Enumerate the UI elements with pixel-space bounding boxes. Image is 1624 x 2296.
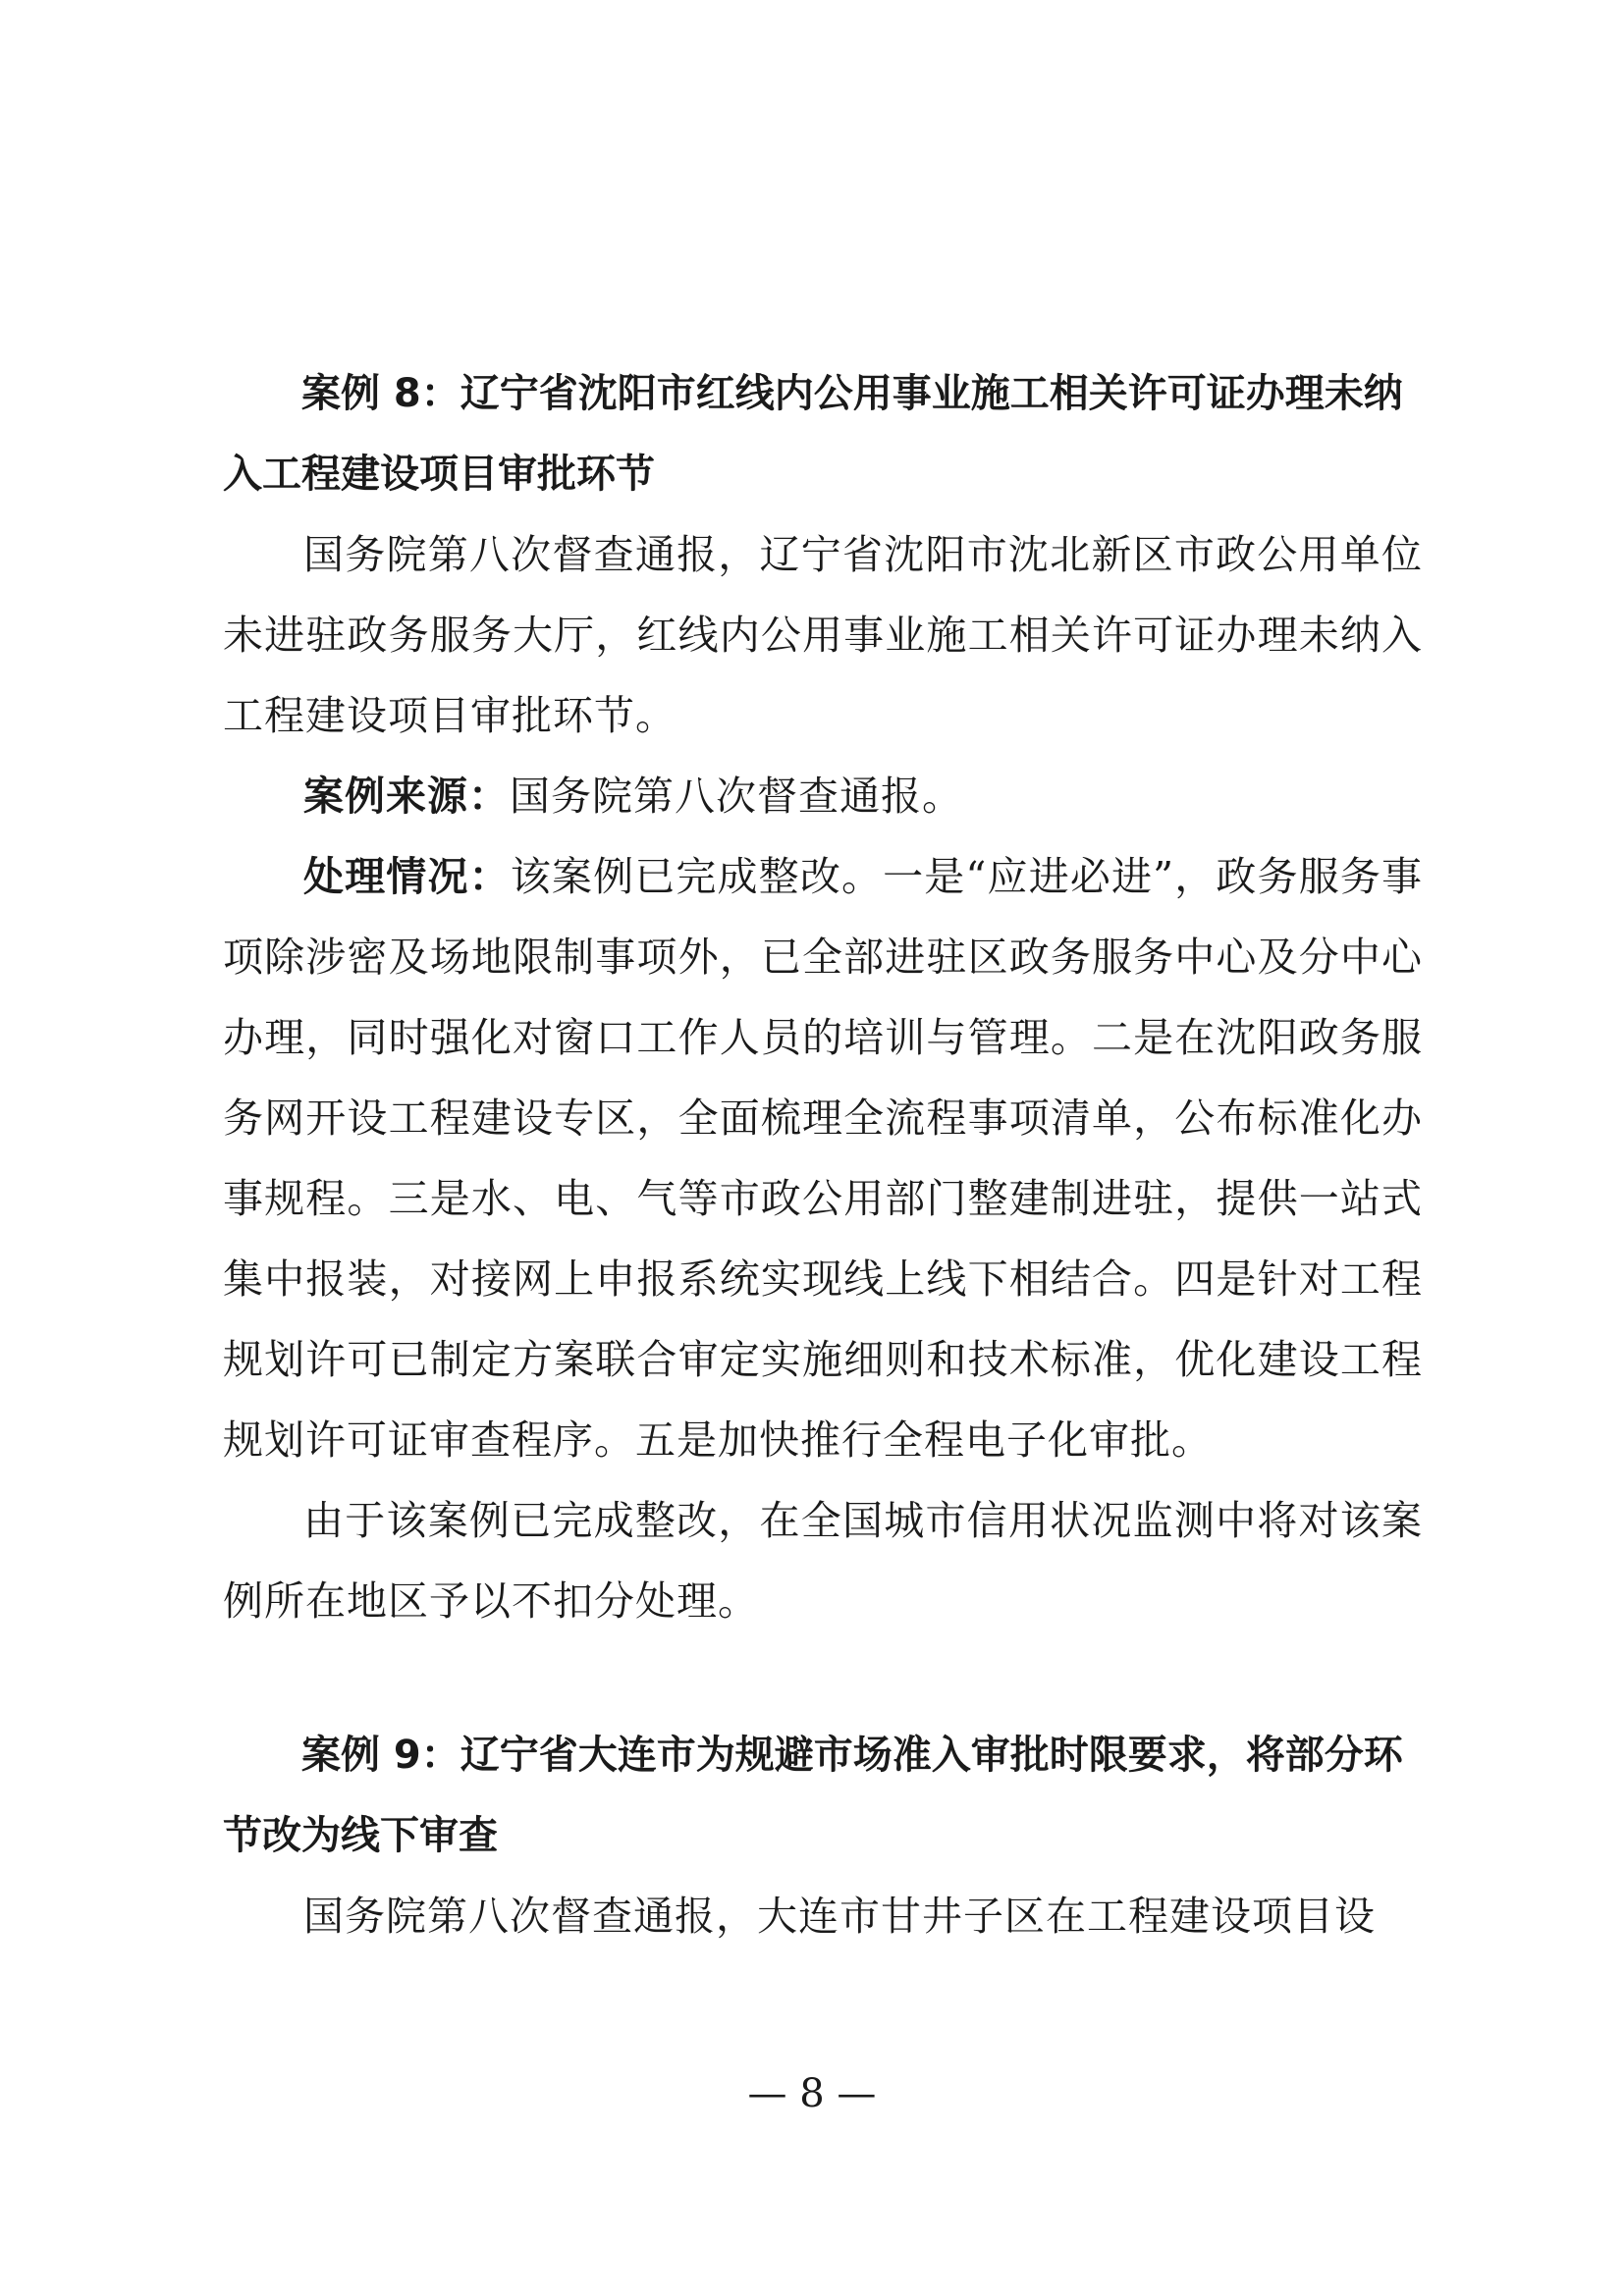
case-8-source-label: 案例来源： [303,773,510,820]
case-8-handling-label: 处理情况： [303,853,511,900]
case-8-conclusion: 由于该案例已完成整改，在全国城市信用状况监测中将对该案例所在地区予以不扣分处理。 [223,1497,1423,1625]
case-8-handling [223,836,1423,1480]
document-body [223,353,1423,1956]
case-8-heading: 案例 8：辽宁省沈阳市红线内公用事业施工相关许可证办理未纳入工程建设项目审批环节 [223,371,1403,497]
case-9-body: 国务院第八次督查通报，大连市甘井子区在工程建设项目设 [303,1893,1376,1940]
case-8-source [223,756,1423,836]
case-8-handling-text: 该案例已完成整改。一是“应进必进”，政务服务事项除涉密及场地限制事项外，已全部进驻区政务服务中心及分中心办理，同时强化对窗口工作人员的培训与管理。二是在沈阳政务服务网开设工程建设专区，全面梳理全流程事项清单，公布标准化办事规程。三是水、电、气等市政公用部门整建制进驻，提供一站式集中报装，对接网上申报系统实现线上线下相结合。四是针对工程规划许可已制定方案联合审定实施细则和技术标准，优化建设工程规划许可证审查程序。五是加快推行全程电子化审批。 [223,853,1424,1464]
case-9-heading: 案例 9：辽宁省大连市为规避市场准入审批时限要求，将部分环节改为线下审查 [223,1733,1403,1858]
page-number: — 8 — [747,2071,877,2116]
case-8-body: 国务院第八次督查通报，辽宁省沈阳市沈北新区市政公用单位未进驻政务服务大厅，红线内公用事业施工相关许可证办理未纳入工程建设项目审批环节。 [223,531,1423,739]
section-gap [223,1641,1423,1715]
case-8-source-text: 国务院第八次督查通报。 [510,773,963,820]
